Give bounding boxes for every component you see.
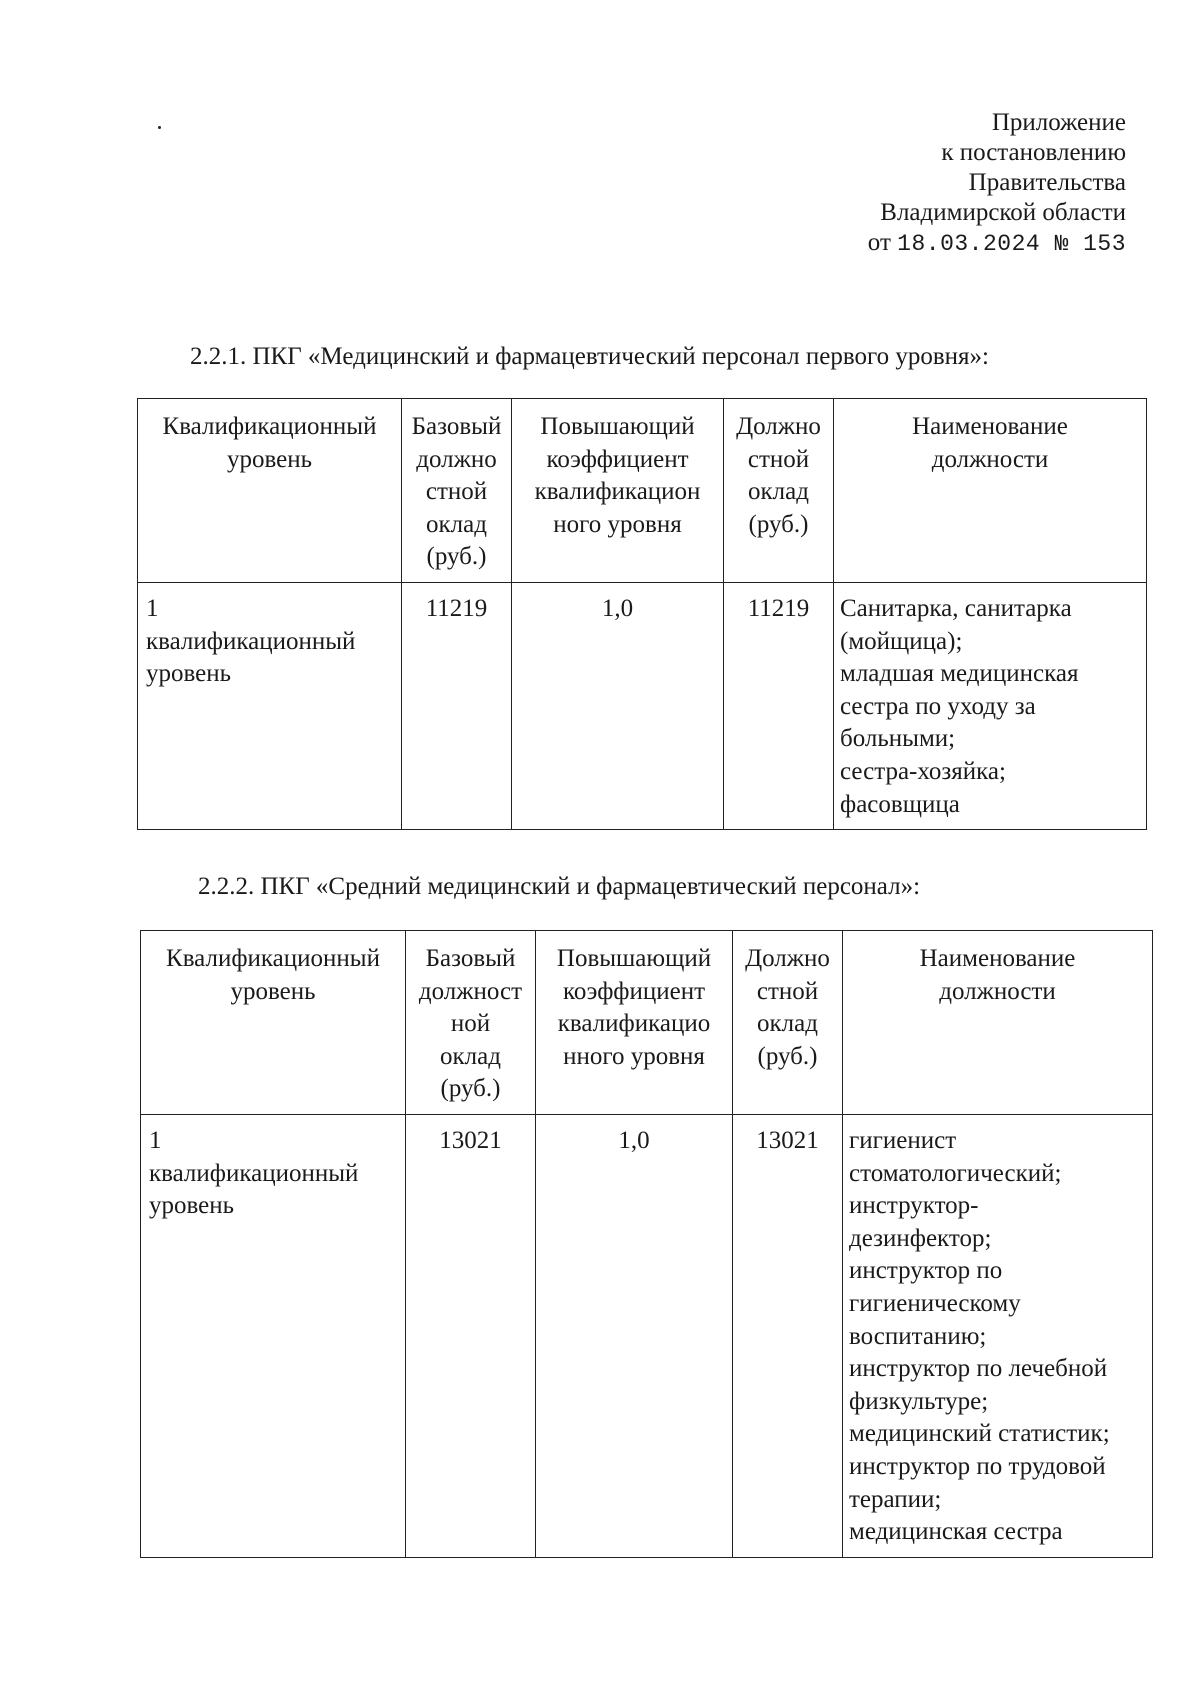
level-text: 1 [146, 594, 159, 622]
header-text: ного уровня [553, 510, 682, 538]
appendix-date-prefix: от [867, 229, 891, 256]
appendix-line: Правительства [968, 169, 1126, 196]
header-text: Наименование [919, 945, 1076, 972]
position-line: медицинский статистик; [849, 1420, 1110, 1448]
position-line: дезинфектор; [849, 1224, 992, 1252]
position-line: инструктор по лечебной [849, 1355, 1108, 1383]
header-coefficient [536, 931, 733, 1115]
appendix-date-stamp: 18.03.2024 № 153 [897, 231, 1126, 257]
stray-dot-mark [158, 126, 161, 129]
header-text: стной [756, 977, 819, 1005]
header-text: стной [747, 445, 810, 473]
header-text: Повышающий [556, 945, 712, 972]
header-text: коэффициент [546, 445, 689, 473]
header-text: Базовый [411, 413, 502, 440]
header-salary [733, 931, 843, 1115]
header-coefficient [512, 399, 724, 583]
header-text: квалификацио [557, 1010, 711, 1038]
header-base-salary [406, 931, 536, 1115]
position-line: сестра по уходу за [840, 692, 1036, 720]
level-text: квалификационный [149, 1159, 359, 1187]
header-text: Должно [736, 413, 821, 440]
position-line: (мойщица); [840, 627, 963, 655]
cell-positions [843, 1114, 1153, 1557]
level-text: уровень [149, 1192, 235, 1220]
header-text: оклад [748, 478, 809, 506]
appendix-line: Приложение [991, 109, 1126, 136]
header-text: квалификацион [534, 478, 701, 506]
position-line: Санитарка, санитарка [840, 594, 1072, 622]
cell-coefficient: 1,0 [512, 582, 724, 829]
level-text: 1 [149, 1126, 162, 1154]
header-position [834, 399, 1147, 583]
position-line: фасовщица [840, 790, 960, 818]
header-text: оклад [440, 1042, 501, 1070]
header-base-salary [402, 399, 512, 583]
table-row [141, 1114, 1153, 1557]
header-text: коэффициент [562, 977, 706, 1005]
position-line: терапии; [849, 1485, 942, 1513]
level-text: квалификационный [146, 627, 356, 655]
level-text: уровень [146, 660, 232, 688]
header-text: стной [425, 478, 488, 506]
table-header-row [141, 931, 1153, 1115]
table-row [138, 582, 1147, 829]
appendix-header [868, 108, 1126, 259]
position-line: медицинская сестра [849, 1518, 1063, 1546]
header-text: (руб.) [440, 1075, 501, 1103]
cell-salary: 11219 [724, 582, 834, 829]
position-line: сестра-хозяйка; [840, 757, 1006, 785]
position-line: инструктор по трудовой [849, 1452, 1106, 1480]
header-text: должно [416, 445, 497, 473]
cell-level [141, 1114, 406, 1557]
position-line: стоматологический; [849, 1159, 1062, 1187]
cell-level [138, 582, 402, 829]
appendix-line: Владимирской области [880, 199, 1126, 226]
cell-base-salary: 13021 [406, 1114, 536, 1557]
appendix-line: к постановлению [941, 139, 1126, 166]
position-line: младшая медицинская [840, 660, 1079, 688]
position-line: воспитанию; [849, 1322, 987, 1350]
pkg-table-first-level [137, 398, 1147, 830]
header-text: Базовый [425, 945, 516, 972]
header-text: ной [450, 1010, 491, 1038]
cell-salary: 13021 [733, 1114, 843, 1557]
header-text: уровень [230, 977, 316, 1005]
header-text: Наименование [912, 413, 1068, 440]
header-text: Квалификационный [162, 413, 377, 440]
header-text: (руб.) [426, 543, 487, 571]
header-text: должности [939, 977, 1056, 1005]
cell-positions [834, 582, 1147, 829]
header-level [138, 399, 402, 583]
table-header-row [138, 399, 1147, 583]
header-text: (руб.) [748, 510, 809, 538]
header-text: уровень [226, 445, 313, 473]
header-level [141, 931, 406, 1115]
position-line: гигиенист [849, 1126, 957, 1154]
header-text: Квалификационный [166, 945, 380, 972]
cell-coefficient: 1,0 [536, 1114, 733, 1557]
header-text: нного уровня [563, 1042, 705, 1070]
position-line: физкультуре; [849, 1387, 989, 1415]
header-text: оклад [426, 510, 487, 538]
header-text: оклад [757, 1010, 818, 1038]
position-line: инструктор по [849, 1257, 1003, 1285]
position-line: гигиеническому [849, 1289, 1021, 1317]
header-text: Повышающий [540, 413, 695, 440]
header-text: должност [418, 977, 523, 1005]
header-text: должности [931, 445, 1049, 473]
cell-base-salary: 11219 [402, 582, 512, 829]
position-line: больными; [840, 725, 956, 753]
header-position [843, 931, 1153, 1115]
appendix-date-line [868, 228, 1126, 259]
position-line: инструктор- [849, 1192, 979, 1220]
section-title-2-2-2: 2.2.2. ПКГ «Средний медицинский и фармацевтический персонал»: [198, 873, 921, 900]
header-salary [724, 399, 834, 583]
pkg-table-middle-level [140, 930, 1153, 1558]
section-title-2-2-1: 2.2.1. ПКГ «Медицинский и фармацевтический персонал первого уровня»: [190, 343, 989, 370]
header-text: (руб.) [757, 1042, 818, 1070]
header-text: Должно [745, 945, 830, 972]
